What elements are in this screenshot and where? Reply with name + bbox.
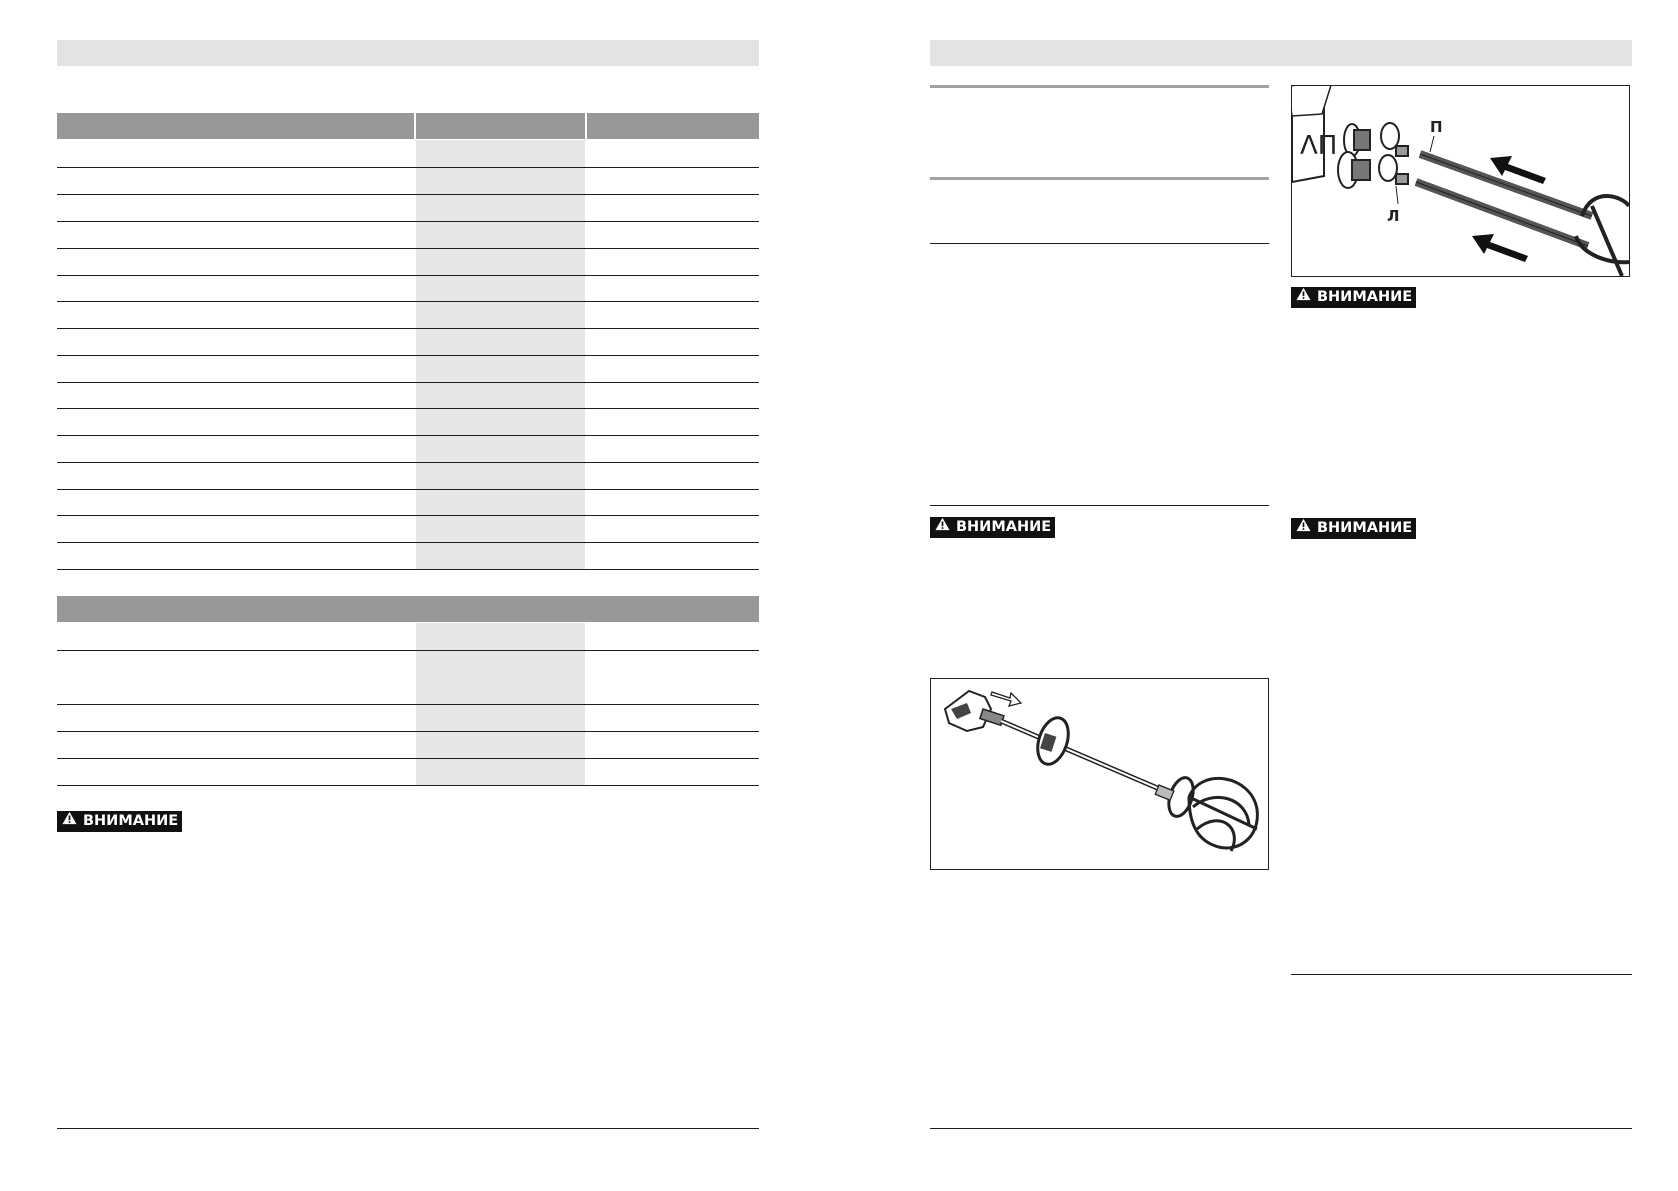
table-row (57, 194, 759, 195)
section-rule-1 (930, 85, 1269, 88)
figure-shaft-installation (1291, 85, 1630, 277)
warning-badge-right-col2-bottom (1291, 518, 1416, 539)
table-row (57, 731, 759, 732)
right-page-header-band (930, 40, 1632, 66)
table-row (57, 435, 759, 436)
table1-header-col3 (587, 113, 759, 139)
table-row (57, 650, 759, 651)
warning-triangle-icon (1296, 518, 1311, 539)
table-row (57, 221, 759, 222)
table-row (57, 462, 759, 463)
table-row (57, 408, 759, 409)
table-row (57, 328, 759, 329)
warning-badge-right-col1 (930, 517, 1055, 538)
section-rule-2 (930, 177, 1269, 180)
table1-header-col1 (57, 113, 414, 139)
mixing-paddle-illustration (931, 679, 1268, 869)
table2-header (57, 596, 759, 622)
warning-triangle-icon (62, 811, 77, 832)
section-rule-4 (930, 505, 1269, 506)
section-rule-5 (1291, 974, 1632, 975)
table-row (57, 382, 759, 383)
label-left-shaft: Л (1387, 207, 1400, 225)
table-row (57, 785, 759, 786)
warning-triangle-icon (1296, 287, 1311, 308)
table-row (57, 301, 759, 302)
warning-label: ВНИМАНИЕ (1317, 289, 1413, 305)
warning-badge-left (57, 811, 182, 832)
shaft-installation-illustration (1292, 86, 1629, 276)
warning-label: ВНИМАНИЕ (83, 813, 179, 829)
left-page-header-band (57, 40, 759, 66)
warning-label: ВНИМАНИЕ (1317, 520, 1413, 536)
housing-mark: ΛΠ (1300, 131, 1338, 161)
arrow-icon (991, 692, 1021, 706)
section-rule-3 (930, 243, 1269, 244)
left-page-footer-rule (57, 1128, 759, 1129)
arrow-icon (1472, 234, 1528, 262)
label-right-shaft: П (1430, 118, 1443, 136)
table-row (57, 248, 759, 249)
warning-badge-right-col2-top (1291, 287, 1416, 308)
table-row (57, 704, 759, 705)
table-row (57, 515, 759, 516)
table-row (57, 167, 759, 168)
table-row (57, 569, 759, 570)
table-row (57, 542, 759, 543)
right-page-footer-rule (930, 1128, 1632, 1129)
table-row (57, 758, 759, 759)
table1-header-col2 (416, 113, 585, 139)
table-row (57, 489, 759, 490)
table-row (57, 355, 759, 356)
figure-mixing-paddle (930, 678, 1269, 870)
table-row (57, 275, 759, 276)
warning-triangle-icon (935, 517, 950, 538)
warning-label: ВНИМАНИЕ (956, 519, 1052, 535)
